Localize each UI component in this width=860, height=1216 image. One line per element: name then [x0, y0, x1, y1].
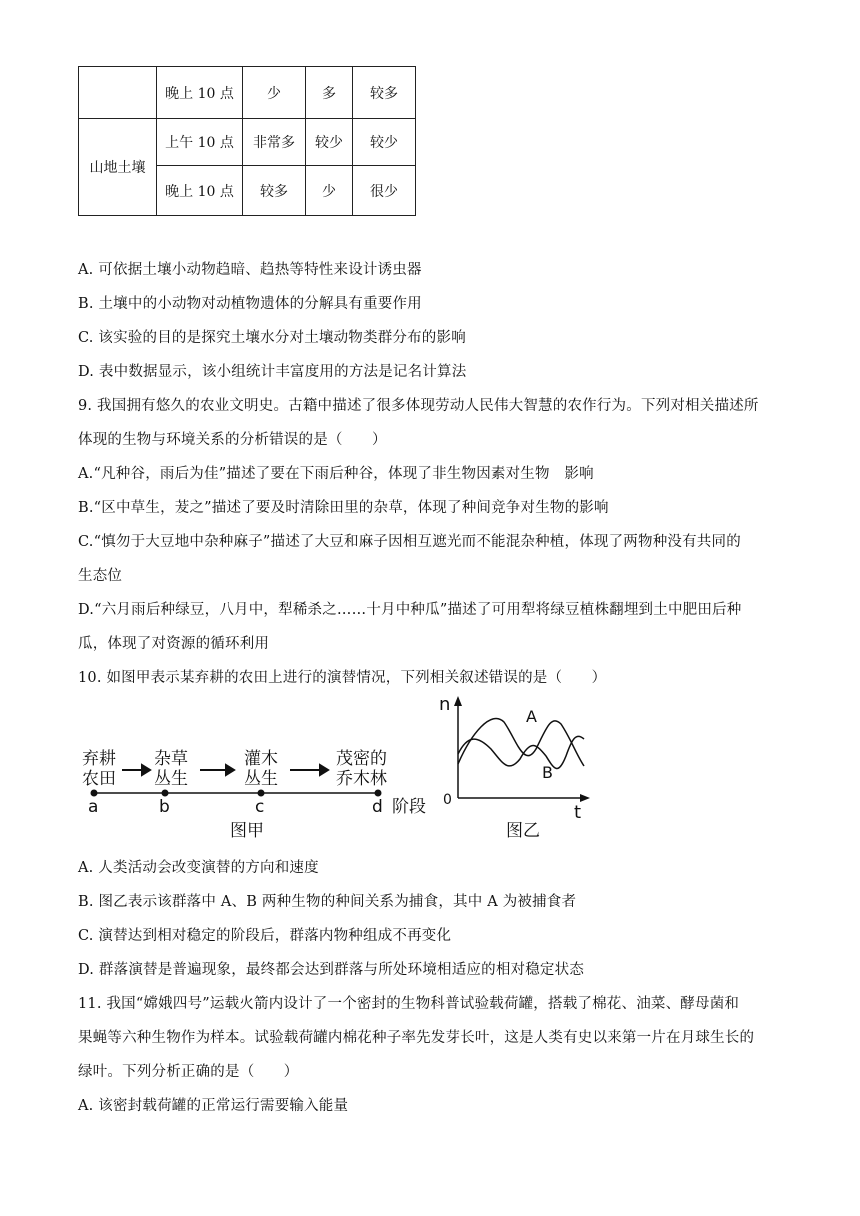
point-label-d: d: [372, 797, 383, 817]
stage-1-line2: 农田: [82, 769, 116, 789]
table-row: [79, 67, 416, 119]
x-axis-arrow: [580, 794, 590, 802]
y-axis-label: n: [439, 694, 451, 715]
figure-b-caption: 图乙: [506, 821, 540, 841]
x-axis-label: t: [574, 802, 582, 823]
q10-option-d: D. 群落演替是普遍现象，最终都会达到群落与所处环境相适应的相对稳定状态: [78, 962, 585, 978]
q8-option-a: A. 可依据土壤小动物趋暗、趋热等特性来设计诱虫器: [78, 262, 422, 278]
q8-option-d: D. 表中数据显示，该小组统计丰富度用的方法是记名计算法: [78, 364, 467, 380]
q9-option-c-line1: C.“慎勿于大豆地中杂种麻子”描述了大豆和麻子因相互遮光而不能混杂种植，体现了两物种没有共同的: [78, 534, 741, 550]
data-table: [78, 66, 416, 216]
q10-stem: 10. 如图甲表示某弃耕的农田上进行的演替情况，下列相关叙述错误的是（ ）: [78, 670, 607, 686]
q11-stem-line2: 果蝇等六种生物作为样本。试验载荷罐内棉花种子率先发芽长叶，这是人类有史以来第一片在月球生长的: [78, 1030, 755, 1046]
curve-b: [458, 736, 584, 768]
timeline-point-a: [91, 790, 98, 797]
q9-option-d-line1: D.“六月雨后种绿豆，八月中，犁稀杀之……十月中种瓜”描述了可用犁将绿豆植株翻埋到土中肥田后种: [78, 602, 742, 618]
arrow-2-head: [226, 765, 234, 775]
stage-4-line1: 茂密的: [336, 749, 387, 769]
q9-option-b: B.“区中草生，茇之”描述了要及时清除田里的杂草，体现了种间竞争对生物的影响: [78, 500, 609, 516]
table-cell: 上午 10 点: [157, 119, 243, 166]
timeline-point-b: [162, 790, 169, 797]
table-cell: 很少: [353, 166, 416, 216]
figure-b-population-chart: [436, 694, 606, 844]
figure-a-succession-diagram: [78, 740, 438, 840]
stage-1-line1: 弃耕: [82, 749, 116, 769]
q9-option-a: A.“凡种谷，雨后为佳”描述了要在下雨后种谷，体现了非生物因素对生物 影响: [78, 466, 594, 482]
arrow-3-head: [320, 765, 328, 775]
q10-option-c: C. 演替达到相对稳定的阶段后，群落内物种组成不再变化: [78, 928, 452, 944]
q9-stem-line1: 9. 我国拥有悠久的农业文明史。古籍中描述了很多体现劳动人民伟大智慧的农作行为。下列对相关描述所: [78, 398, 759, 414]
curve-b-label: B: [542, 763, 553, 782]
origin-label: 0: [443, 792, 452, 808]
timeline-point-d: [375, 790, 382, 797]
table-cell-group: 山地土壤: [79, 119, 157, 216]
curve-a-label: A: [526, 707, 537, 726]
figure-a-caption: 图甲: [230, 821, 264, 840]
q9-option-c-line2: 生态位: [78, 568, 123, 584]
arrow-1-head: [142, 765, 150, 775]
q11-stem-line3: 绿叶。下列分析正确的是（ ）: [78, 1064, 299, 1080]
table-cell: 多: [306, 67, 353, 119]
q10-option-b: B. 图乙表示该群落中 A、B 两种生物的种间关系为捕食，其中 A 为被捕食者: [78, 894, 577, 910]
point-label-b: b: [159, 797, 170, 817]
q11-stem-line1: 11. 我国“嫦娥四号”运载火箭内设计了一个密封的生物科普试验载荷罐，搭载了棉花、油菜、酵母菌和: [78, 996, 740, 1012]
table-cell: 较少: [353, 119, 416, 166]
point-label-c: c: [255, 797, 265, 817]
stage-3-line2: 丛生: [244, 769, 278, 789]
stage-3-line1: 灌木: [244, 749, 278, 769]
stage-4-line2: 乔木林: [336, 769, 387, 789]
table-row: [79, 119, 416, 166]
table-cell: 少: [306, 166, 353, 216]
q9-stem-line2: 体现的生物与环境关系的分析错误的是（ ）: [78, 432, 387, 448]
table-cell: 较多: [353, 67, 416, 119]
table-cell: 较少: [306, 119, 353, 166]
timeline-point-c: [258, 790, 265, 797]
q11-option-a: A. 该密封载荷罐的正常运行需要输入能量: [78, 1098, 349, 1114]
stage-2-line1: 杂草: [154, 749, 188, 769]
table-cell: [79, 67, 157, 119]
y-axis-arrow: [454, 696, 462, 706]
stage-2-line2: 丛生: [154, 769, 188, 789]
q9-option-d-line2: 瓜，体现了对资源的循环利用: [78, 636, 270, 652]
q10-option-a: A. 人类活动会改变演替的方向和速度: [78, 860, 319, 876]
table-cell: 非常多: [243, 119, 306, 166]
table-cell: 晚上 10 点: [157, 67, 243, 119]
q8-option-c: C. 该实验的目的是探究土壤水分对土壤动物类群分布的影响: [78, 330, 466, 346]
q8-option-b: B. 土壤中的小动物对动植物遗体的分解具有重要作用: [78, 296, 422, 312]
table-cell: 较多: [243, 166, 306, 216]
table-cell: 晚上 10 点: [157, 166, 243, 216]
axis-label-stage: 阶段: [392, 797, 426, 817]
table-cell: 少: [243, 67, 306, 119]
point-label-a: a: [88, 797, 99, 817]
